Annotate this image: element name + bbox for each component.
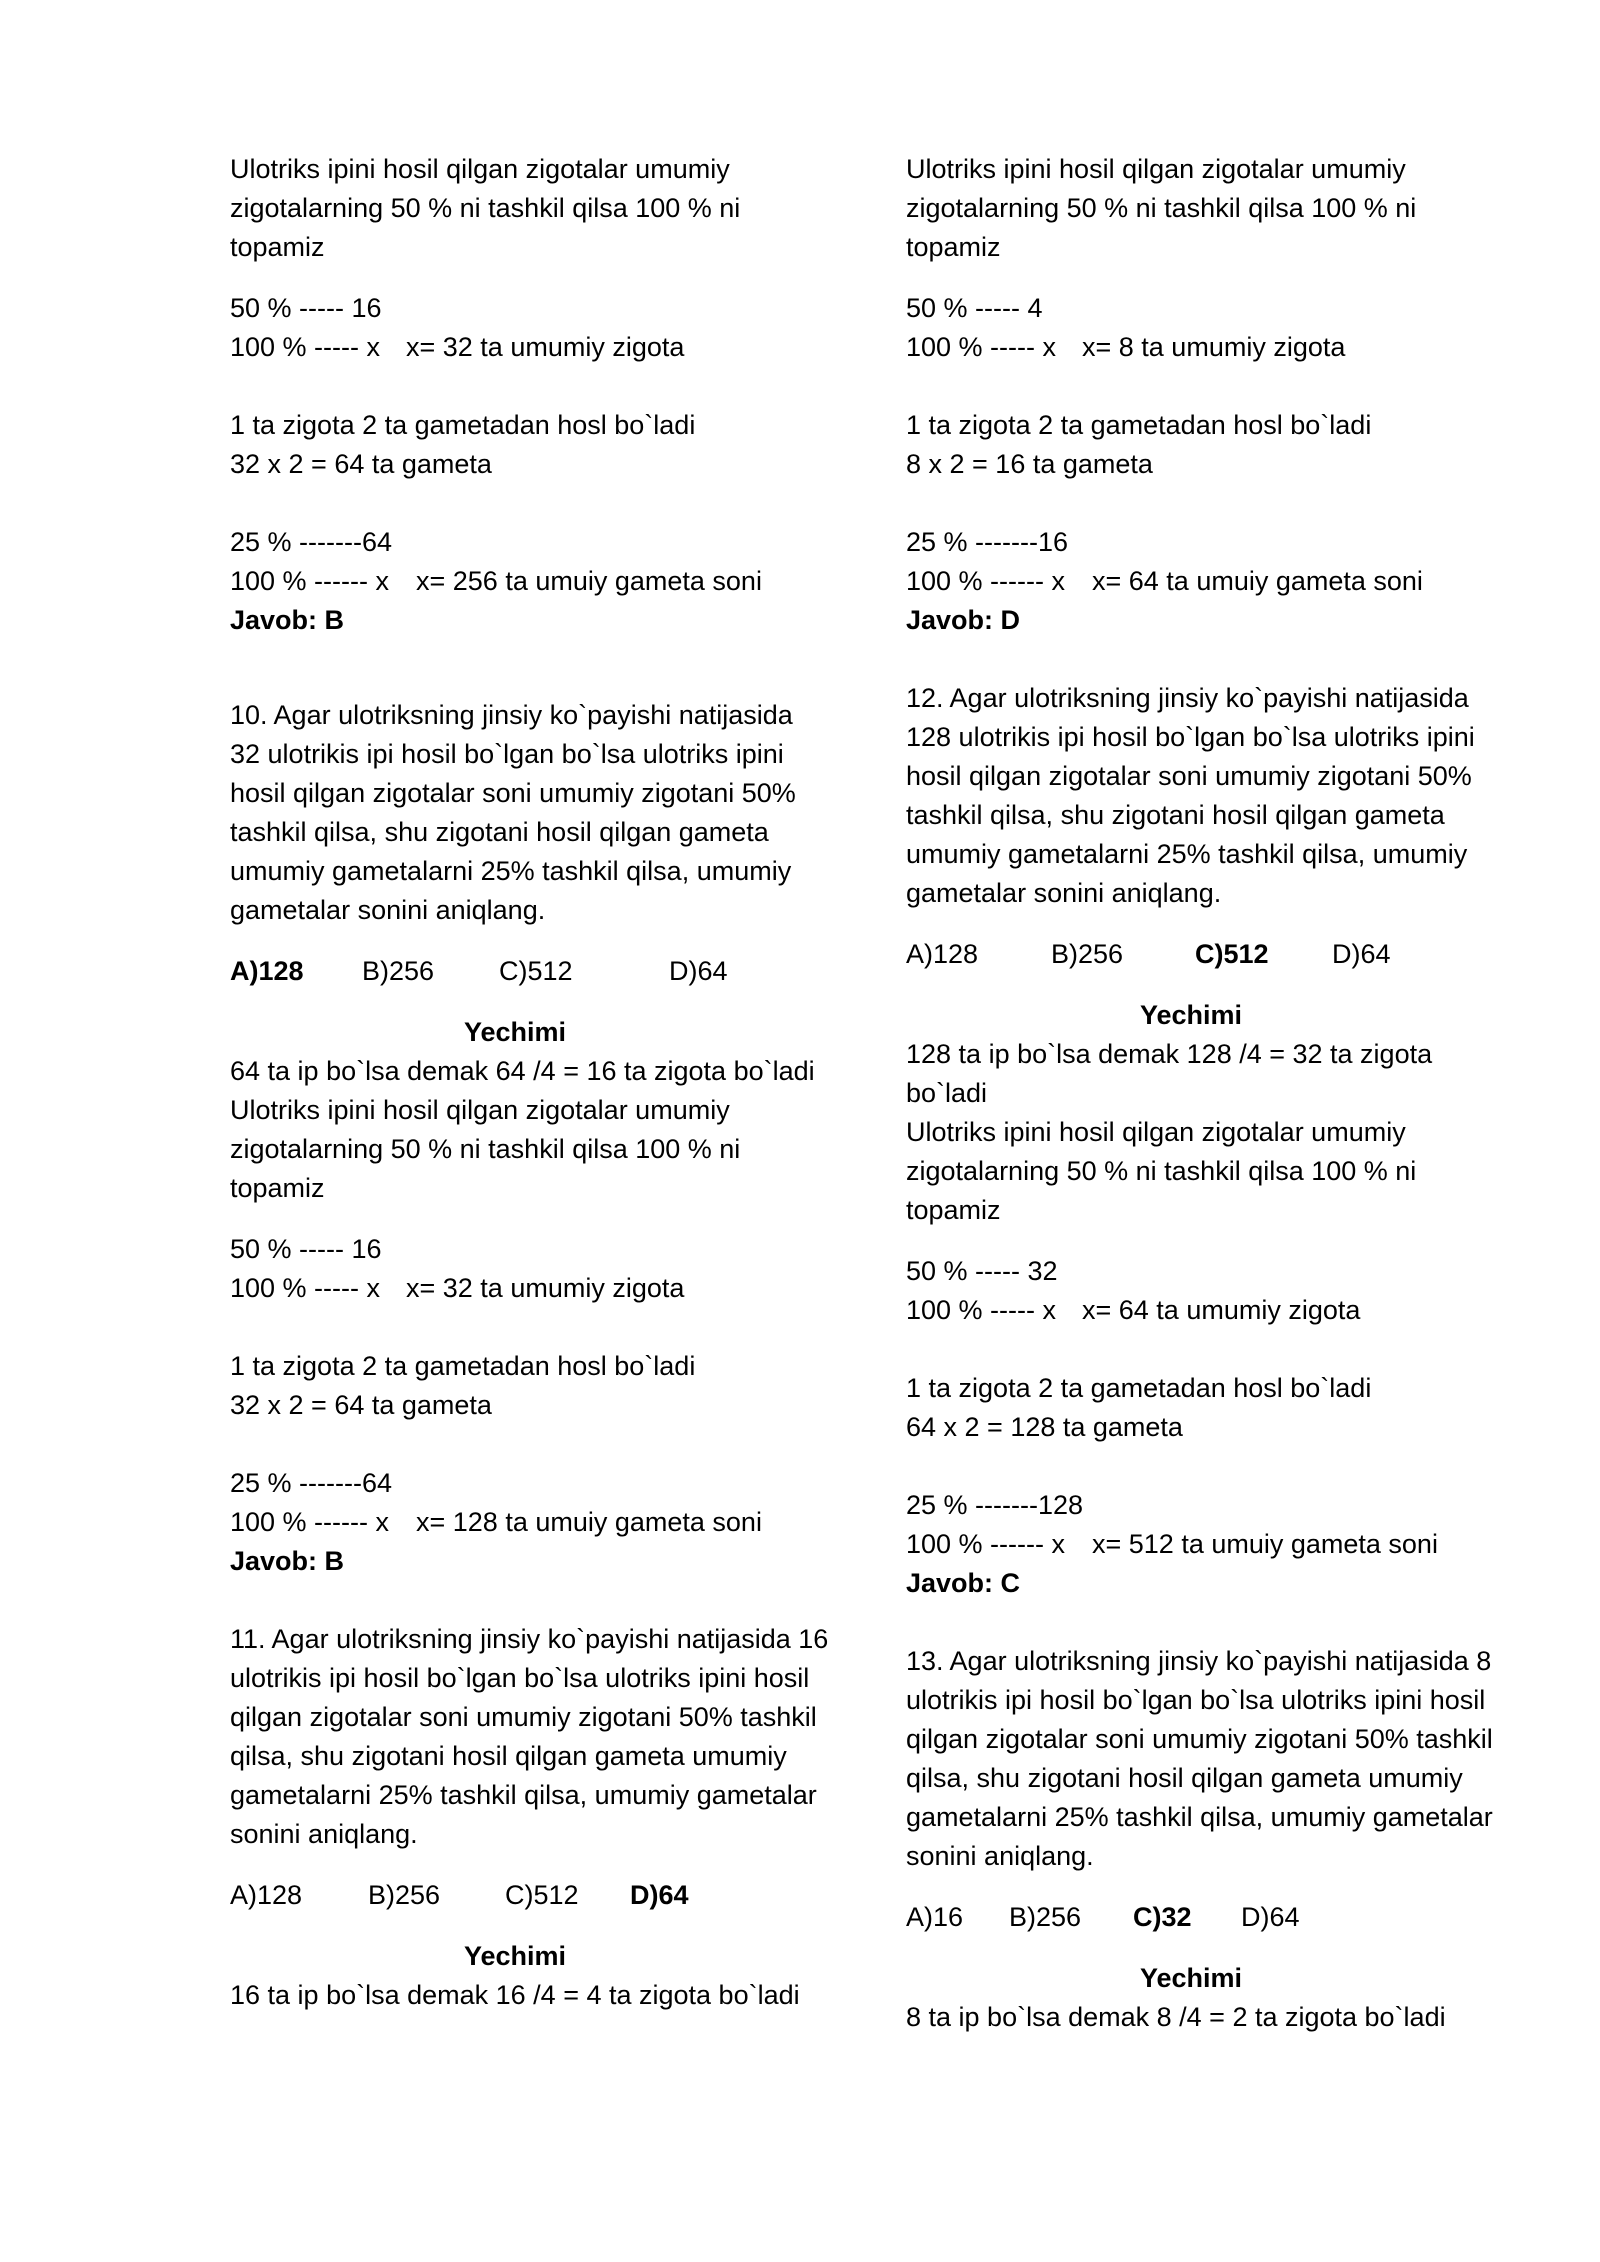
option-c: C)512 (1195, 939, 1269, 969)
solution-line: 128 ta ip bo`lsa demak 128 /4 = 32 ta zigota bo`ladi (906, 1039, 1433, 1108)
proportion-result: x= 64 ta umuiy gameta soni (1092, 566, 1423, 596)
option-b: B)256 (368, 1880, 441, 1910)
solution-line: 64 ta ip bo`lsa demak 64 /4 = 16 ta zigota bo`ladi (230, 1056, 815, 1086)
proportion-result-row (906, 1291, 1506, 1330)
solution-heading: Yechimi (463, 1017, 567, 1047)
question-12-options (906, 935, 1506, 974)
calc-line: 1 ta zigota 2 ta gametadan hosl bo`ladi (230, 410, 696, 440)
option-b: B)256 (1051, 939, 1124, 969)
proportion-line: 100 % ------ x (906, 566, 1066, 596)
solution-heading: Yechimi (463, 1941, 567, 1971)
proportion-result: x= 256 ta umuiy gameta soni (416, 566, 762, 596)
solution-line: 8 ta ip bo`lsa demak 8 /4 = 2 ta zigota bo`ladi (906, 2002, 1446, 2032)
option-d: D)64 (669, 956, 728, 986)
option-c: C)512 (499, 956, 573, 986)
solution-line: Ulotriks ipini hosil qilgan zigotalar umumiy zigotalarning 50 % ni tashkil qilsa 100 % ni topamiz (906, 1117, 1417, 1225)
proportion-line: 100 % ------ x (230, 566, 390, 596)
proportion-line: 100 % ----- x (230, 1273, 381, 1303)
calc-line: 32 x 2 = 64 ta gameta (230, 449, 492, 479)
right-column (906, 150, 1506, 2037)
proportion-result: x= 512 ta umuiy gameta soni (1092, 1529, 1438, 1559)
proportion-result: x= 64 ta umumiy zigota (1082, 1295, 1361, 1325)
option-a: A)128 (230, 956, 304, 986)
solution-heading: Yechimi (1139, 1963, 1243, 1993)
proportion-line: 25 % -------128 (906, 1490, 1084, 1520)
proportion-line: 100 % ----- x (906, 332, 1057, 362)
question-12-text: 12. Agar ulotriksning jinsiy ko`payishi natijasida 128 ulotrikis ipi hosil bo`lgan bo`lsa ulotriks ipini hosil qilgan zigotalar soni umumiy zigotani 50% tashkil qilsa, shu zigotani hosil qilgan gameta umumiy gametalarni 25% tashkil qilsa, umumiy gametalar sonini aniqlang. (906, 683, 1475, 908)
proportion-result-row (230, 1269, 830, 1308)
answer-line: Javob: B (230, 605, 345, 635)
intro-paragraph: Ulotriks ipini hosil qilgan zigotalar umumiy zigotalarning 50 % ni tashkil qilsa 100 % ni topamiz (906, 154, 1417, 262)
question-10-text: 10. Agar ulotriksning jinsiy ko`payishi natijasida 32 ulotrikis ipi hosil bo`lgan bo`lsa ulotriks ipini hosil qilgan zigotalar soni umumiy zigotani 50% tashkil qilsa, shu zigotani hosil qilgan gameta umumiy gametalarni 25% tashkil qilsa, umumiy gametalar sonini aniqlang. (230, 700, 796, 925)
option-a: A)128 (906, 939, 979, 969)
proportion-result: x= 8 ta umumiy zigota (1082, 332, 1346, 362)
proportion-result-row (906, 562, 1506, 601)
question-10-options (230, 952, 830, 991)
option-a: A)128 (230, 1880, 303, 1910)
question-13-options (906, 1898, 1506, 1937)
option-d: D)64 (630, 1880, 689, 1910)
intro-paragraph: Ulotriks ipini hosil qilgan zigotalar umumiy zigotalarning 50 % ni tashkil qilsa 100 % ni topamiz (230, 154, 741, 262)
proportion-line: 100 % ----- x (230, 332, 381, 362)
option-a: A)16 (906, 1902, 964, 1932)
option-d: D)64 (1241, 1902, 1300, 1932)
calc-line: 1 ta zigota 2 ta gametadan hosl bo`ladi (230, 1351, 696, 1381)
proportion-result-row (230, 1503, 830, 1542)
answer-line: Javob: B (230, 1546, 345, 1576)
proportion-line: 50 % ----- 32 (906, 1256, 1058, 1286)
option-b: B)256 (362, 956, 435, 986)
calc-line: 1 ta zigota 2 ta gametadan hosl bo`ladi (906, 410, 1372, 440)
proportion-line: 25 % -------16 (906, 527, 1069, 557)
solution-line: Ulotriks ipini hosil qilgan zigotalar umumiy zigotalarning 50 % ni tashkil qilsa 100 % ni topamiz (230, 1095, 741, 1203)
proportion-line: 50 % ----- 16 (230, 293, 382, 323)
solution-heading: Yechimi (1139, 1000, 1243, 1030)
proportion-line: 100 % ------ x (230, 1507, 390, 1537)
answer-line: Javob: D (906, 605, 1021, 635)
proportion-result-row (906, 328, 1506, 367)
option-b: B)256 (1009, 1902, 1082, 1932)
calc-line: 8 x 2 = 16 ta gameta (906, 449, 1153, 479)
proportion-result: x= 128 ta umuiy gameta soni (416, 1507, 762, 1537)
option-c: C)512 (505, 1880, 579, 1910)
proportion-result-row (230, 328, 830, 367)
proportion-line: 25 % -------64 (230, 527, 393, 557)
proportion-line: 50 % ----- 4 (906, 293, 1043, 323)
calc-line: 32 x 2 = 64 ta gameta (230, 1390, 492, 1420)
proportion-line: 50 % ----- 16 (230, 1234, 382, 1264)
proportion-line: 100 % ------ x (906, 1529, 1066, 1559)
proportion-result: x= 32 ta umumiy zigota (406, 332, 685, 362)
proportion-result: x= 32 ta umumiy zigota (406, 1273, 685, 1303)
left-column (230, 150, 830, 2015)
option-d: D)64 (1332, 939, 1391, 969)
proportion-line: 25 % -------64 (230, 1468, 393, 1498)
proportion-line: 100 % ----- x (906, 1295, 1057, 1325)
option-c: C)32 (1133, 1902, 1192, 1932)
proportion-result-row (906, 1525, 1506, 1564)
answer-line: Javob: C (906, 1568, 1021, 1598)
solution-line: 16 ta ip bo`lsa demak 16 /4 = 4 ta zigota bo`ladi (230, 1980, 800, 2010)
calc-line: 1 ta zigota 2 ta gametadan hosl bo`ladi (906, 1373, 1372, 1403)
question-11-options (230, 1876, 830, 1915)
question-11-text: 11. Agar ulotriksning jinsiy ko`payishi natijasida 16 ulotrikis ipi hosil bo`lgan bo`lsa ulotriks ipini hosil qilgan zigotalar soni umumiy zigotani 50% tashkil qilsa, shu zigotani hosil qilgan gameta umumiy gametalarni 25% tashkil qilsa, umumiy gametalar sonini aniqlang. (230, 1624, 829, 1849)
calc-line: 64 x 2 = 128 ta gameta (906, 1412, 1183, 1442)
proportion-result-row (230, 562, 830, 601)
question-13-text: 13. Agar ulotriksning jinsiy ko`payishi natijasida 8 ulotrikis ipi hosil bo`lgan bo`lsa ulotriks ipini hosil qilgan zigotalar soni umumiy zigotani 50% tashkil qilsa, shu zigotani hosil qilgan gameta umumiy gametalarni 25% tashkil qilsa, umumiy gametalar sonini aniqlang. (906, 1646, 1493, 1871)
